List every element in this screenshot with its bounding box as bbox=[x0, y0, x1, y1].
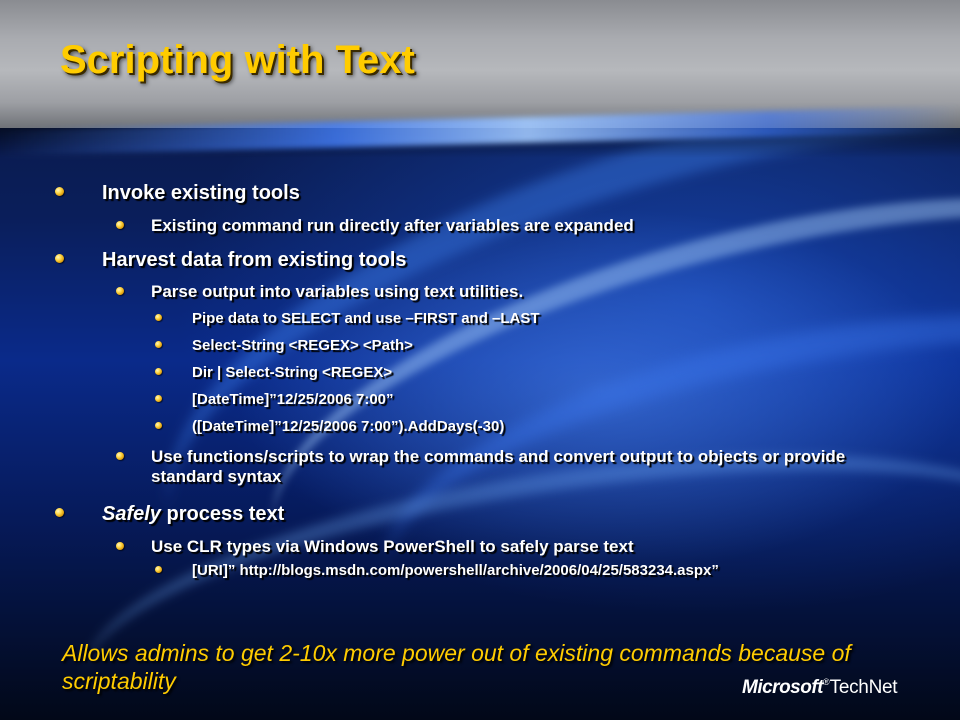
bullet-item bbox=[192, 337, 413, 355]
bullet-text: process text bbox=[160, 503, 285, 525]
bullet-item bbox=[151, 537, 634, 557]
bullet-dot-icon bbox=[155, 395, 162, 402]
bullet-item bbox=[192, 562, 719, 580]
bullet-item bbox=[192, 418, 504, 436]
bullet-text: ([DateTime]”12/25/2006 7:00”).AddDays(-30) bbox=[192, 418, 505, 435]
bullet-text: Existing command run directly after variables are expanded bbox=[151, 216, 634, 235]
bullet-dot-icon bbox=[116, 221, 124, 229]
bullet-dot-icon bbox=[155, 422, 162, 429]
bullet-item bbox=[102, 248, 407, 272]
bullet-text: Use CLR types via Windows PowerShell to safely parse text bbox=[151, 537, 634, 556]
logo-product: TechNet bbox=[829, 677, 898, 698]
bullet-item bbox=[192, 364, 392, 382]
bullet-dot-icon bbox=[116, 452, 124, 460]
bullet-text: Select-String <REGEX> <Path> bbox=[192, 337, 413, 354]
bullet-text: Harvest data from existing tools bbox=[102, 249, 407, 271]
bullet-item bbox=[192, 391, 394, 409]
bullet-item bbox=[102, 502, 284, 526]
bullet-emphasis: Safely bbox=[102, 503, 161, 525]
bullet-text: Dir | Select-String <REGEX> bbox=[192, 364, 393, 381]
bullet-dot-icon bbox=[155, 341, 162, 348]
logo-brand: Microsoft bbox=[742, 677, 823, 698]
bullet-text: Parse output into variables using text utilities. bbox=[151, 282, 524, 301]
bullet-dot-icon bbox=[155, 566, 162, 573]
bullet-text: Use functions/scripts to wrap the commands and convert output to objects or provide standard syntax bbox=[151, 447, 846, 487]
microsoft-technet-logo bbox=[742, 677, 897, 703]
bullet-text: [URI]” http://blogs.msdn.com/powershell/archive/2006/04/25/583234.aspx” bbox=[192, 562, 719, 579]
bullet-dot-icon bbox=[55, 508, 64, 517]
bullet-item bbox=[151, 282, 523, 302]
bullet-item bbox=[192, 310, 540, 328]
bullet-dot-icon bbox=[116, 287, 124, 295]
slide-title: Scripting with Text bbox=[60, 38, 415, 82]
bullet-text: Invoke existing tools bbox=[102, 182, 300, 204]
bullet-dot-icon bbox=[55, 187, 64, 196]
bullet-text: [DateTime]”12/25/2006 7:00” bbox=[192, 391, 394, 408]
bullet-text: Pipe data to SELECT and use –FIRST and –LAST bbox=[192, 310, 540, 327]
bullet-item bbox=[151, 216, 634, 236]
logo-registered-mark: ® bbox=[823, 677, 830, 687]
bullet-dot-icon bbox=[155, 314, 162, 321]
footer-note: Allows admins to get 2-10x more power out of existing commands because of scriptability bbox=[62, 640, 851, 694]
bullet-item bbox=[151, 447, 921, 488]
bullet-dot-icon bbox=[155, 368, 162, 375]
bullet-dot-icon bbox=[55, 254, 64, 263]
bullet-item bbox=[102, 181, 300, 205]
bullet-dot-icon bbox=[116, 542, 124, 550]
